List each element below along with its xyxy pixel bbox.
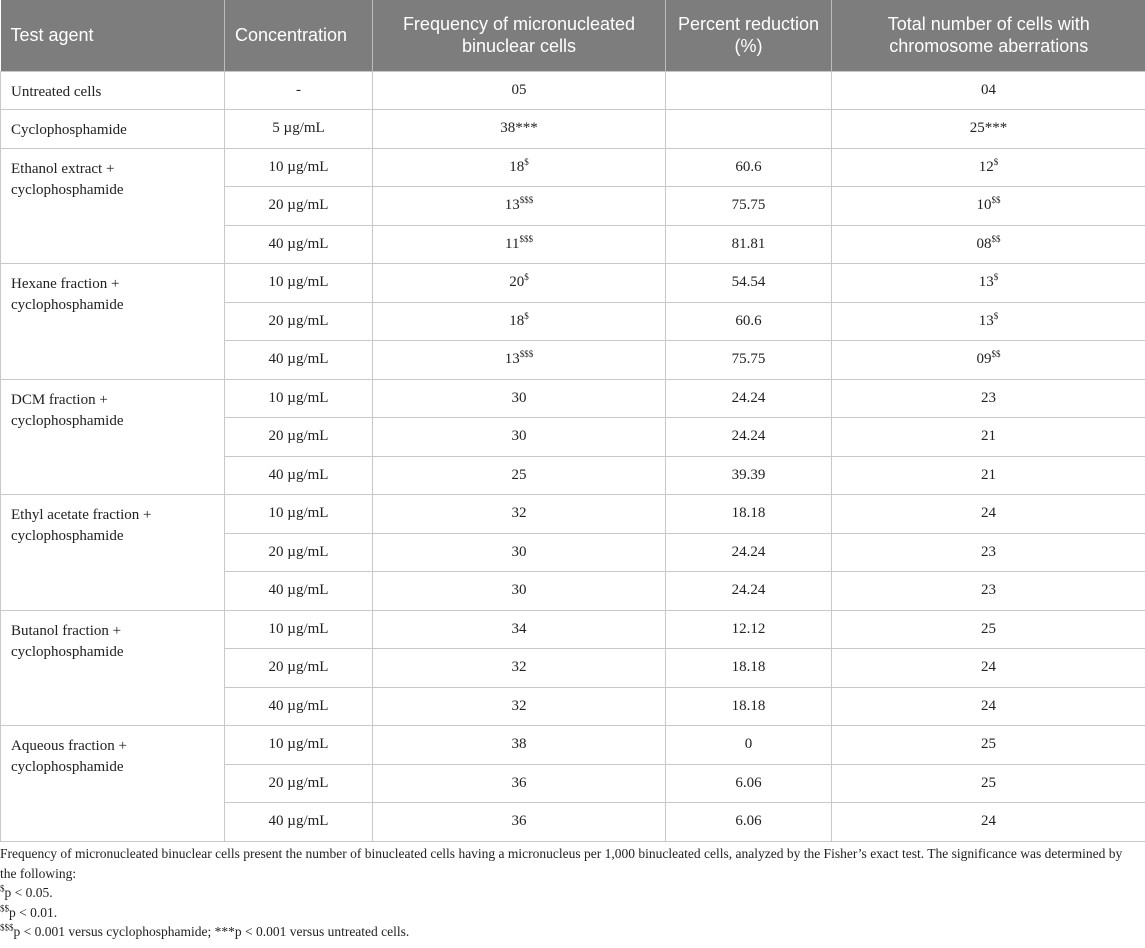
reduction-cell-value: 0 — [744, 736, 753, 753]
concentration-cell-value: 5 µg/mL — [272, 120, 325, 137]
frequency-cell — [373, 341, 666, 380]
frequency-cell-value: 13 — [504, 197, 520, 214]
aberration-cell-value: 04 — [981, 81, 996, 98]
significance-marker: $ — [524, 310, 529, 321]
aberration-cell-value: 25*** — [969, 120, 1008, 137]
concentration-cell-value: 20 µg/mL — [268, 659, 329, 676]
column-header: Total number of cells with chromosome aberrations — [832, 0, 1145, 71]
significance-marker: $$ — [0, 903, 9, 913]
test-agent-cell: Cyclophosphamide — [1, 110, 225, 149]
concentration-cell — [225, 726, 373, 765]
concentration-cell-value: 10 µg/mL — [268, 158, 329, 175]
concentration-cell-value: 20 µg/mL — [268, 543, 329, 560]
frequency-cell — [373, 418, 666, 457]
reduction-cell — [666, 687, 832, 726]
reduction-cell — [666, 610, 832, 649]
reduction-cell — [666, 302, 832, 341]
concentration-cell — [225, 687, 373, 726]
reduction-cell-value: 75.75 — [731, 197, 766, 214]
frequency-cell-value: 18 — [509, 158, 525, 175]
aberration-cell — [832, 687, 1145, 726]
reduction-cell — [666, 264, 832, 303]
concentration-cell — [225, 572, 373, 611]
aberration-cell — [832, 418, 1145, 457]
frequency-cell-value: 05 — [511, 81, 527, 98]
aberration-cell-value: 13 — [978, 274, 994, 291]
reduction-cell — [666, 110, 832, 149]
frequency-cell — [373, 764, 666, 803]
footnote-text: p < 0.01. — [9, 904, 58, 920]
reduction-cell-value: 24.24 — [731, 582, 766, 599]
concentration-cell-value: 10 µg/mL — [268, 505, 329, 522]
concentration-cell-value: 10 µg/mL — [268, 736, 329, 753]
aberration-cell-value: 25 — [981, 620, 996, 637]
concentration-cell — [225, 533, 373, 572]
aberration-cell-value: 25 — [981, 736, 996, 753]
test-agent-cell: Aqueous fraction + cyclophosphamide — [1, 726, 225, 842]
aberration-cell-value: 10 — [976, 197, 992, 214]
frequency-cell — [373, 225, 666, 264]
reduction-cell — [666, 803, 832, 842]
frequency-cell-value: 36 — [511, 813, 527, 830]
test-agent-cell: Ethyl acetate fraction + cyclophosphamide — [1, 495, 225, 611]
footnote-text: p < 0.001 versus cyclophosphamide; ***p < 0.001 versus untreated cells. — [13, 924, 410, 939]
significance-marker: $$$ — [519, 349, 534, 360]
concentration-cell — [225, 264, 373, 303]
footnote-line — [0, 903, 1140, 923]
concentration-cell — [225, 764, 373, 803]
concentration-cell-value: 10 µg/mL — [268, 274, 329, 291]
aberration-cell — [832, 610, 1145, 649]
concentration-cell — [225, 418, 373, 457]
frequency-cell-value: 30 — [511, 543, 527, 560]
significance-marker: $ — [993, 310, 999, 321]
concentration-cell-value: 40 µg/mL — [268, 466, 329, 483]
aberration-cell — [832, 764, 1145, 803]
aberration-cell — [832, 803, 1145, 842]
test-agent-cell: Butanol fraction + cyclophosphamide — [1, 610, 225, 726]
concentration-cell — [225, 148, 373, 187]
frequency-cell — [373, 379, 666, 418]
reduction-cell — [666, 225, 832, 264]
reduction-cell-value: 24.24 — [731, 428, 766, 445]
concentration-cell — [225, 110, 373, 149]
aberration-cell-value: 12 — [978, 158, 994, 175]
aberration-cell-value: 23 — [981, 543, 996, 560]
aberration-cell-value: 25 — [981, 774, 996, 791]
aberration-cell-value: 24 — [981, 659, 996, 676]
concentration-cell-value: 20 µg/mL — [268, 774, 329, 791]
frequency-cell — [373, 71, 666, 110]
table-row — [1, 71, 1145, 110]
significance-marker: $ — [993, 156, 999, 167]
reduction-cell — [666, 418, 832, 457]
concentration-cell-value: 10 µg/mL — [268, 389, 329, 406]
aberration-cell-value: 21 — [981, 428, 996, 445]
aberration-cell-value: 13 — [978, 312, 994, 329]
reduction-cell — [666, 726, 832, 765]
table-row — [1, 726, 1145, 765]
frequency-cell — [373, 495, 666, 534]
reduction-cell — [666, 341, 832, 380]
aberration-cell-value: 21 — [981, 466, 996, 483]
reduction-cell — [666, 379, 832, 418]
aberration-cell — [832, 572, 1145, 611]
concentration-cell-value: 40 µg/mL — [268, 697, 329, 714]
frequency-cell-value: 38*** — [500, 120, 538, 137]
reduction-cell-value: 81.81 — [731, 235, 766, 252]
frequency-cell-value: 20 — [509, 274, 525, 291]
aberration-cell — [832, 71, 1145, 110]
reduction-cell — [666, 495, 832, 534]
table-row — [1, 148, 1145, 187]
frequency-cell-value: 32 — [511, 659, 527, 676]
reduction-cell — [666, 187, 832, 226]
frequency-cell — [373, 264, 666, 303]
aberration-cell — [832, 649, 1145, 688]
reduction-cell-value: 60.6 — [735, 158, 762, 175]
test-agent-cell: Ethanol extract + cyclophosphamide — [1, 148, 225, 264]
concentration-cell — [225, 495, 373, 534]
frequency-cell-value: 38 — [511, 736, 527, 753]
significance-marker: $ — [524, 156, 529, 167]
frequency-cell — [373, 110, 666, 149]
significance-marker: $$$ — [519, 233, 533, 244]
frequency-cell-value: 32 — [511, 505, 527, 522]
significance-marker: $$ — [991, 233, 1001, 244]
concentration-cell — [225, 649, 373, 688]
aberration-cell-value: 24 — [981, 697, 996, 714]
concentration-cell-value: 40 µg/mL — [268, 235, 329, 252]
table-row — [1, 379, 1145, 418]
test-agent-cell: DCM fraction + cyclophosphamide — [1, 379, 225, 495]
table-row — [1, 264, 1145, 303]
aberration-cell-value: 23 — [981, 389, 996, 406]
aberration-cell-value: 09 — [976, 351, 992, 368]
aberration-cell — [832, 456, 1145, 495]
concentration-cell — [225, 803, 373, 842]
frequency-cell — [373, 572, 666, 611]
reduction-cell — [666, 456, 832, 495]
reduction-cell-value: 60.6 — [735, 312, 762, 329]
test-agent-cell: Untreated cells — [1, 71, 225, 110]
concentration-cell-value: 40 µg/mL — [268, 351, 329, 368]
reduction-cell-value: 54.54 — [731, 274, 766, 291]
aberration-cell — [832, 302, 1145, 341]
reduction-cell-value: 6.06 — [735, 813, 762, 830]
reduction-cell-value: 6.06 — [735, 774, 762, 791]
footnote-line — [0, 922, 1140, 942]
concentration-cell — [225, 456, 373, 495]
reduction-cell — [666, 148, 832, 187]
significance-marker: $ — [524, 272, 529, 283]
frequency-cell — [373, 148, 666, 187]
concentration-cell-value: 10 µg/mL — [268, 620, 329, 637]
column-header: Concentration — [225, 0, 373, 71]
table-header-row — [1, 0, 1145, 71]
aberration-cell-value: 24 — [981, 505, 996, 522]
footnote-text: p < 0.05. — [4, 885, 53, 900]
reduction-cell — [666, 649, 832, 688]
frequency-cell — [373, 456, 666, 495]
reduction-cell — [666, 572, 832, 611]
reduction-cell — [666, 71, 832, 110]
concentration-cell-value: 40 µg/mL — [268, 813, 329, 830]
significance-marker: $$ — [991, 195, 1001, 206]
aberration-cell — [832, 225, 1145, 264]
reduction-cell-value: 18.18 — [731, 505, 766, 522]
significance-marker: $ — [0, 883, 5, 894]
concentration-cell-value: 20 µg/mL — [268, 312, 329, 329]
frequency-cell-value: 18 — [509, 312, 525, 329]
reduction-cell — [666, 764, 832, 803]
footnote-line — [0, 883, 1140, 903]
frequency-cell-value: 32 — [511, 697, 527, 714]
aberration-cell-value: 08 — [976, 235, 992, 252]
concentration-cell — [225, 341, 373, 380]
aberration-cell — [832, 110, 1145, 149]
aberration-cell — [832, 533, 1145, 572]
reduction-cell-value: 12.12 — [731, 620, 766, 637]
frequency-cell — [373, 803, 666, 842]
concentration-cell — [225, 187, 373, 226]
frequency-cell-value: 30 — [511, 428, 527, 445]
concentration-cell-value: 20 µg/mL — [268, 428, 329, 445]
significance-marker: $$$ — [519, 195, 534, 206]
frequency-cell-value: 25 — [511, 466, 527, 483]
concentration-cell-value: 20 µg/mL — [268, 197, 329, 214]
concentration-cell-value: - — [296, 81, 301, 98]
table-footnotes — [0, 844, 1140, 942]
frequency-cell — [373, 649, 666, 688]
significance-marker: $$$ — [0, 922, 14, 933]
reduction-cell — [666, 533, 832, 572]
frequency-cell — [373, 187, 666, 226]
frequency-cell-value: 11 — [505, 235, 520, 252]
concentration-cell — [225, 71, 373, 110]
concentration-cell-value: 40 µg/mL — [268, 582, 329, 599]
concentration-cell — [225, 610, 373, 649]
frequency-cell — [373, 302, 666, 341]
column-header: Test agent — [1, 0, 225, 71]
significance-marker: $ — [993, 272, 999, 283]
test-agent-cell: Hexane fraction + cyclophosphamide — [1, 264, 225, 380]
reduction-cell-value: 18.18 — [731, 659, 766, 676]
aberration-cell-value: 23 — [981, 582, 996, 599]
concentration-cell — [225, 302, 373, 341]
frequency-cell — [373, 610, 666, 649]
frequency-cell-value: 34 — [511, 620, 527, 637]
reduction-cell-value: 75.75 — [731, 351, 766, 368]
aberration-cell — [832, 264, 1145, 303]
aberration-cell — [832, 187, 1145, 226]
reduction-cell-value: 39.39 — [731, 466, 766, 483]
significance-marker: $$ — [991, 349, 1001, 360]
column-header: Frequency of micronucleated binuclear cells — [373, 0, 666, 71]
table-row — [1, 495, 1145, 534]
frequency-cell — [373, 687, 666, 726]
concentration-cell — [225, 379, 373, 418]
frequency-cell-value: 36 — [511, 774, 527, 791]
frequency-cell-value: 30 — [511, 582, 527, 599]
aberration-cell — [832, 341, 1145, 380]
frequency-cell — [373, 726, 666, 765]
reduction-cell-value: 24.24 — [731, 543, 766, 560]
frequency-cell — [373, 533, 666, 572]
aberration-cell — [832, 726, 1145, 765]
frequency-cell-value: 13 — [504, 351, 520, 368]
aberration-cell — [832, 379, 1145, 418]
table-row — [1, 110, 1145, 149]
aberration-cell — [832, 495, 1145, 534]
reduction-cell-value: 18.18 — [731, 697, 766, 714]
aberration-cell-value: 24 — [981, 813, 996, 830]
frequency-cell-value: 30 — [511, 389, 527, 406]
reduction-cell-value: 24.24 — [731, 389, 766, 406]
footnote-description: Frequency of micronucleated binuclear cells present the number of binucleated cells having a micronucleus per 1,000 binucleated cells, analyzed by the Fisher’s exact test. The significance was determined by the following: — [0, 846, 1123, 881]
table-row — [1, 610, 1145, 649]
aberration-cell — [832, 148, 1145, 187]
column-header: Percent reduction (%) — [666, 0, 832, 71]
concentration-cell — [225, 225, 373, 264]
